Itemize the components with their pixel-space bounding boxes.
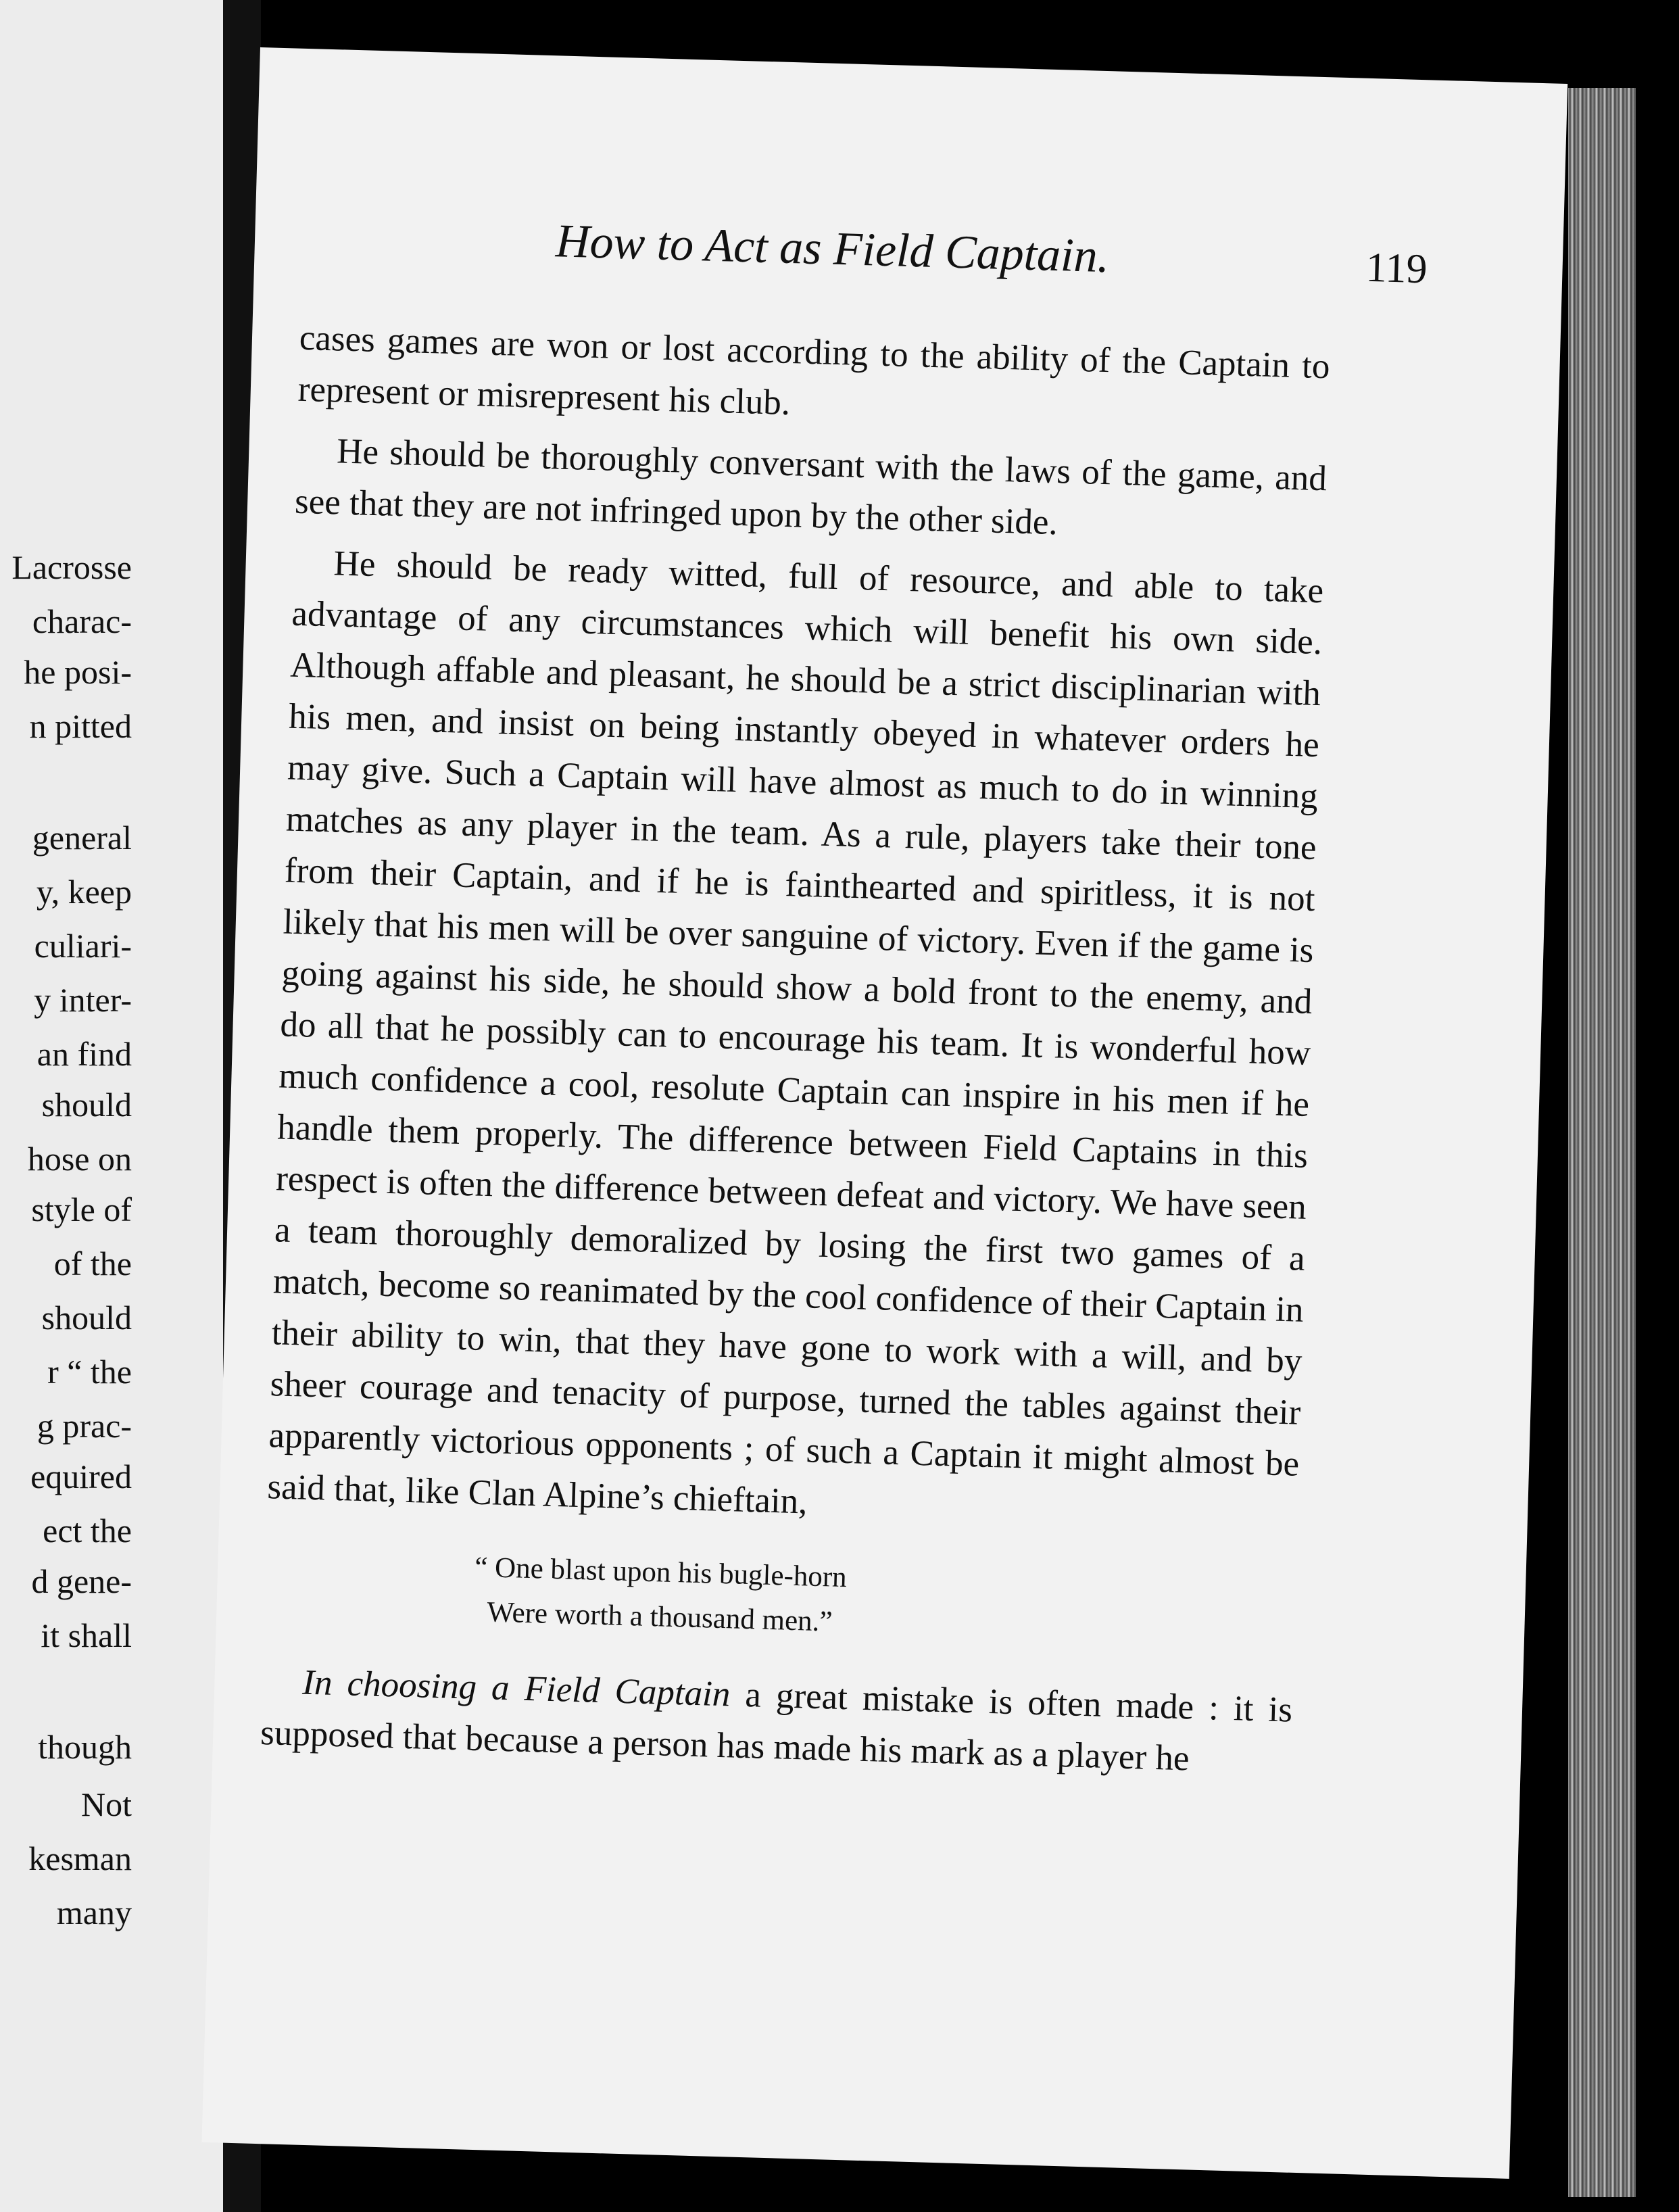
facing-page-line: g prac- bbox=[36, 1407, 132, 1445]
facing-page bbox=[0, 0, 240, 2212]
facing-page-line: many bbox=[56, 1894, 132, 1931]
facing-page-line: of the bbox=[53, 1245, 132, 1282]
page bbox=[201, 47, 1567, 2179]
facing-page-line: y, keep bbox=[36, 873, 132, 911]
facing-page-line: r “ the bbox=[47, 1353, 132, 1391]
quote-line: “ One blast upon his bugle-horn bbox=[474, 1551, 848, 1594]
facing-page-line: d gene- bbox=[31, 1562, 132, 1600]
facing-page-line: general bbox=[32, 819, 132, 857]
facing-page-line: an find bbox=[36, 1035, 132, 1073]
paragraph: He should be thoroughly conversant with the laws of the game, and see that they are not infringed upon by the other side. bbox=[294, 431, 1328, 543]
facing-page-line: style of bbox=[31, 1191, 132, 1228]
facing-page-line: hose on bbox=[27, 1140, 132, 1178]
paragraph: He should be ready witted, full of resource, and able to take advantage of any circumstances which will benefit his own side. Although affable and pleasant, he should be a strict disciplinarian with his men, and insist on being instantly obeyed in whatever orders he may give. Such a Captain will have almost as much to do in winning matches as any player in the team. As a rule, players take their tone from their Captain, and if he is fainthearted and spiritless, it is not likely that his men will be over sanguine of victory. Even if the game is going against his side, he should show a bold front to the enemy, and do all that he possibly can to encourage his team. It is wonderful how much confidence a cool, resolute Captain can inspire in his men if he handle them properly. The difference between Field Captains in this respect is often the difference between defeat and victory. We have seen a team thoroughly demoralized by losing the first two games of a match, become so reanimated by the cool confidence of their Captain in their ability to win, that they have gone to work with a will, and by sheer courage and tenacity of purpose, turned the tables against their apparently victorious opponents ; of such a Captain it might almost be said that, like Clan Alpine’s chieftain, bbox=[266, 544, 1324, 1522]
facing-page-line: equired bbox=[30, 1458, 132, 1495]
body-text bbox=[255, 312, 1330, 1963]
facing-page-line: Lacrosse bbox=[11, 548, 132, 586]
page-edges bbox=[1568, 88, 1636, 2197]
facing-page-text bbox=[0, 0, 240, 2212]
facing-page-line: it shall bbox=[41, 1616, 132, 1654]
running-head: How to Act as Field Captain. bbox=[555, 215, 1111, 283]
facing-page-line: charac- bbox=[32, 602, 132, 640]
facing-page-line: kesman bbox=[28, 1840, 132, 1877]
facing-page-line: he posi- bbox=[24, 653, 132, 691]
facing-page-line: should bbox=[41, 1299, 132, 1337]
facing-page-line: though bbox=[38, 1728, 132, 1766]
verse-quotation bbox=[473, 1545, 1296, 1658]
page-header bbox=[554, 214, 1428, 319]
facing-page-line: Not bbox=[81, 1785, 132, 1823]
facing-page-line: n pitted bbox=[29, 707, 132, 745]
page-number: 119 bbox=[1365, 244, 1428, 293]
quote-line: Were worth a thousand men.” bbox=[486, 1596, 833, 1638]
paragraph-text: a great mistake is often made : it is supposed that because a person has made his mark as a player he bbox=[260, 1675, 1293, 1779]
facing-page-line: should bbox=[41, 1086, 132, 1124]
facing-page-line: culiari- bbox=[34, 927, 132, 965]
paragraph bbox=[260, 1656, 1293, 1787]
facing-page-line: ect the bbox=[43, 1512, 132, 1549]
facing-page-line: y inter- bbox=[34, 981, 132, 1019]
paragraph: cases games are won or lost according to the ability of the Captain to represent or misrepresent his club. bbox=[297, 318, 1331, 423]
italic-phrase: In choosing a Field Captain bbox=[301, 1662, 731, 1714]
